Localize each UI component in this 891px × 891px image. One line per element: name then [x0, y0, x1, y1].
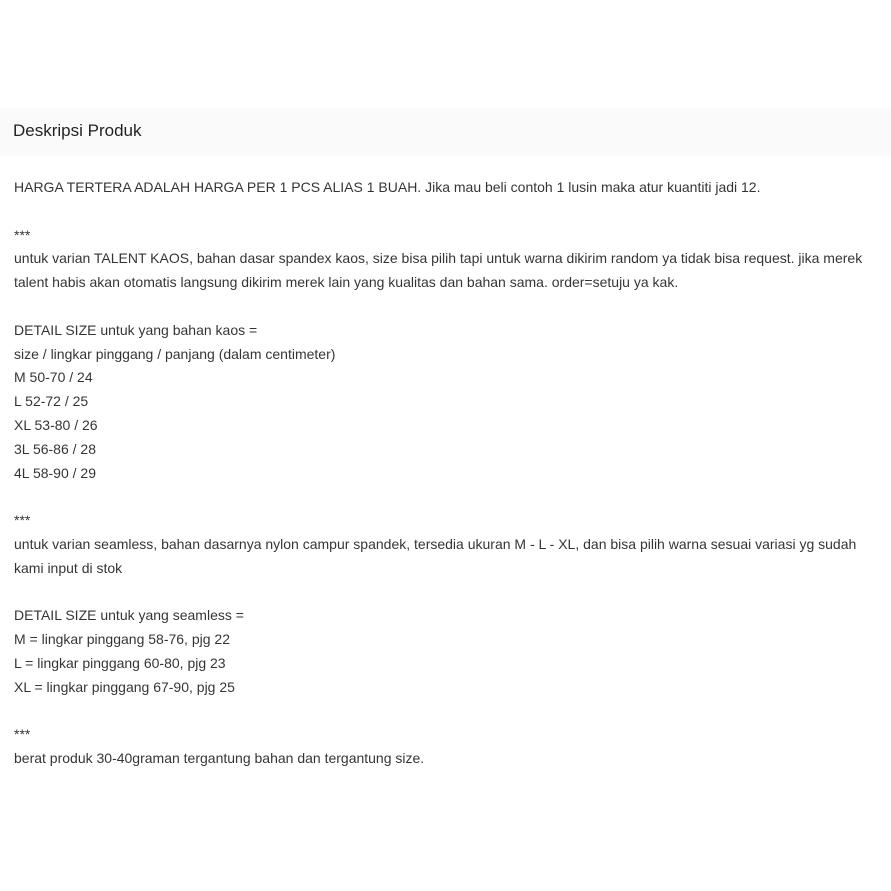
- description-line: [14, 700, 886, 724]
- description-line: HARGA TERTERA ADALAH HARGA PER 1 PCS ALIAS 1 BUAH. Jika mau beli contoh 1 lusin maka atur kuantiti jadi 12.: [14, 179, 761, 195]
- description-line: 4L 58-90 / 29: [14, 464, 96, 481]
- description-line: [14, 485, 886, 509]
- description-line: untuk varian TALENT KAOS, bahan dasar spandex kaos, size bisa pilih tapi untuk warna dikirim random ya tidak bisa request. jika merek talent habis akan otomatis langsung dikirim merek lain yang kualitas dan bahan sama. order=setuju ya kak.: [14, 250, 867, 291]
- description-line: DETAIL SIZE untuk yang bahan kaos =: [14, 321, 258, 338]
- description-line: berat produk 30-40graman tergantung bahan dan tergantung size.: [14, 750, 425, 767]
- description-line: [14, 581, 886, 605]
- description-line: [14, 200, 886, 224]
- description-line: 3L 56-86 / 28: [14, 440, 96, 457]
- description-line: untuk varian seamless, bahan dasarnya nylon campur spandek, tersedia ukuran M - L - XL, dan bisa pilih warna sesuai variasi yg sudah kami input di stok: [14, 535, 861, 576]
- description-line: ***: [14, 226, 31, 243]
- description-line: L = lingkar pinggang 60-80, pjg 23: [14, 654, 226, 671]
- description-line: XL 53-80 / 26: [14, 416, 98, 433]
- description-line: L 52-72 / 25: [14, 393, 89, 410]
- product-description-header: [0, 108, 891, 156]
- product-description-body: [14, 176, 886, 771]
- description-line: M 50-70 / 24: [14, 369, 93, 386]
- description-line: XL = lingkar pinggang 67-90, pjg 25: [14, 678, 235, 695]
- description-line: DETAIL SIZE untuk yang seamless =: [14, 607, 244, 624]
- description-line: ***: [14, 726, 31, 743]
- description-line: ***: [14, 512, 31, 529]
- section-title: Deskripsi Produk: [13, 121, 142, 140]
- description-line: [14, 295, 886, 319]
- description-line: M = lingkar pinggang 58-76, pjg 22: [14, 631, 230, 648]
- description-line: size / lingkar pinggang / panjang (dalam centimeter): [14, 345, 336, 362]
